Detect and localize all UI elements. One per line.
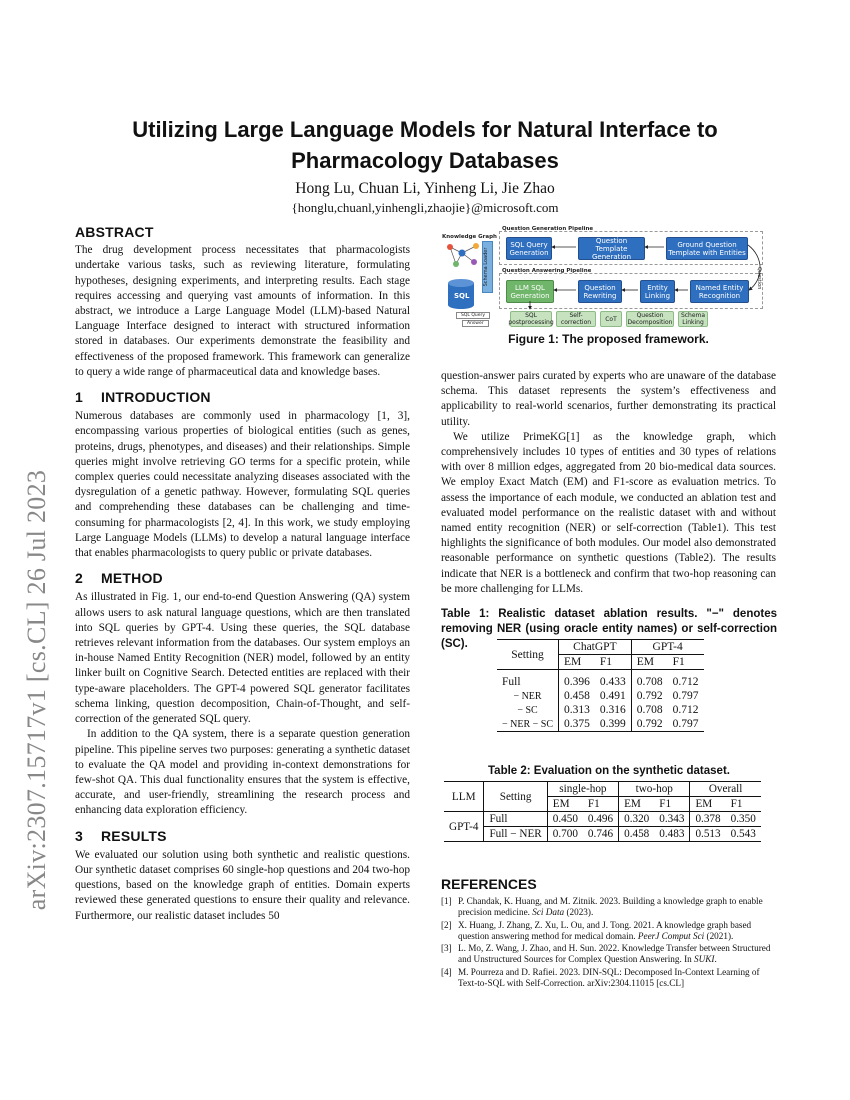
qg-pipeline-label: Question Generation Pipeline: [502, 226, 594, 232]
llm-sql-generation-box: LLM SQL Generation: [506, 280, 554, 303]
table1-setting: − SC: [497, 703, 559, 717]
section-title: INTRODUCTION: [101, 389, 211, 406]
table1-metric-header: EM: [564, 656, 582, 668]
table1-cell: 0.797: [672, 690, 699, 702]
table1-cell: 0.797: [672, 718, 699, 730]
table1-cell: 0.399: [595, 717, 631, 732]
reference-item: [441, 896, 777, 919]
table-row: [497, 703, 704, 717]
entity-linking-box: Entity Linking: [640, 280, 675, 303]
author-list: Hong Lu, Chuan Li, Yinheng Li, Jie Zhao: [295, 180, 555, 197]
references: [441, 876, 777, 990]
author-emails: {honglu,chuanl,yinhengli,zhaojie}@microsoft.com: [291, 200, 559, 215]
cot-box: CoT: [600, 311, 622, 327]
table2-cell: 0.343: [654, 812, 690, 827]
method-heading: [75, 571, 410, 586]
sql-query-tag: SQL Query: [456, 312, 490, 319]
table2-setting-header: Setting: [484, 782, 547, 812]
question-template-generation-box: Question Template Generation: [578, 237, 645, 260]
table2-group-header: Overall: [690, 782, 761, 797]
reference-text: P. Chandak, K. Huang, and M. Zitnik. 2023. Building a knowledge graph to enable precision medicine.: [458, 896, 763, 918]
schema-loader-label: Schema Loader: [483, 247, 489, 287]
qa-pipeline-label: Question Answering Pipeline: [502, 268, 592, 274]
table1-cell: 0.375: [564, 718, 590, 730]
section-title: RESULTS: [101, 827, 167, 844]
table2: [444, 781, 761, 842]
results-paragraph-1-cont: question-answer pairs curated by experts who are unaware of the database schema. This dataset represents the system’s effectiveness and applicability to real-world scenarios, further demonstrating its practical utility.: [441, 370, 777, 428]
table1-setting-header: Setting: [497, 640, 559, 670]
reference-tail: .: [714, 954, 717, 965]
table2-cell: 0.496: [583, 812, 619, 827]
framework-figure: [442, 227, 775, 330]
results-paragraph-1: We evaluated our solution using both synthetic and realistic questions. Our synthetic dataset comprises 60 single-hop questions and 204 two-hop questions, based on the knowledge graph of entities. Domain experts reviewed these generated questions to ensure their quality and relevance. Furthermore, our realistic dataset includes 50: [75, 848, 410, 922]
reference-body: [458, 943, 777, 966]
table2-cell: 0.700: [552, 828, 578, 840]
reference-text: L. Mo, Z. Wang, J. Zhao, and H. Sun. 2022. Knowledge Transfer between Structured and Unstructured Sources for Complex Question Answering. In: [458, 943, 771, 965]
table1-cell: 0.458: [564, 690, 590, 702]
abstract-heading: ABSTRACT: [75, 224, 154, 240]
table-row: [444, 827, 761, 842]
table2-setting: Full: [484, 812, 547, 827]
section-number: 1: [75, 389, 83, 406]
question-arrow-label: Question: [756, 267, 762, 290]
references-heading: REFERENCES: [441, 876, 537, 892]
table2-llm: GPT-4: [444, 812, 484, 842]
answer-tag: Answer: [462, 320, 489, 327]
schema-linking-box: Schema Linking: [678, 311, 708, 327]
results-heading: [75, 829, 410, 844]
table2-cell: 0.458: [624, 828, 650, 840]
section-number: 3: [75, 827, 83, 844]
reference-body: [458, 920, 777, 943]
table1-group-header: ChatGPT: [559, 640, 632, 655]
flow-arrows: [442, 227, 775, 330]
named-entity-recognition-box: Named Entity Recognition: [690, 280, 749, 303]
reference-item: [441, 967, 777, 990]
table2-llm-header: LLM: [444, 782, 484, 812]
reference-body: [458, 967, 777, 990]
paper-title: Utilizing Large Language Models for Natural Interface to Pharmacology Databases: [132, 117, 718, 173]
table2-grid: [444, 781, 761, 842]
method-paragraph-2: In addition to the QA system, there is a separate question generation pipeline. This pipeline serves two purposes: generating a synthetic dataset to evaluate the QA model and providing in-context demonstrations for few-shot QA. This dual functionality ensures that the system is effective, accurate, and user-friendly, streamlining the research process and enhancing data exploration efficiency.: [75, 728, 410, 817]
table1-grid: [497, 639, 704, 732]
sql-postprocessing-box: SQL postprocessing: [508, 312, 554, 326]
arxiv-stamp: [0, 0, 60, 1100]
table2-metric-header: EM: [552, 798, 570, 810]
table2-metric-header: F1: [654, 797, 690, 812]
table2-metric-header: F1: [583, 797, 619, 812]
table2-cell: 0.746: [583, 827, 619, 842]
table1-group-header: GPT-4: [631, 640, 703, 655]
table-row: [497, 717, 704, 732]
table-row: [497, 670, 704, 690]
reference-number: [1]: [441, 896, 452, 906]
table1-setting: − NER − SC: [497, 717, 559, 732]
table1-cell: 0.708: [636, 704, 663, 716]
table2-cell: 0.543: [730, 828, 756, 840]
reference-tail: (2023).: [566, 907, 594, 918]
table2-cell: 0.450: [552, 813, 578, 825]
table2-metric-header: F1: [730, 798, 743, 810]
reference-venue: SUKI: [694, 954, 715, 965]
table1-metric-header: F1: [595, 655, 631, 670]
table2-caption: Table 2: Evaluation on the synthetic dataset.: [488, 765, 730, 777]
reference-item: [441, 943, 777, 966]
table1-cell: 0.491: [595, 689, 631, 703]
intro-heading: [75, 390, 410, 405]
sql-db-label: SQL: [454, 292, 470, 300]
table1-cell: 0.708: [636, 676, 663, 688]
table2-cell: 0.513: [695, 828, 721, 840]
table1-setting: Full: [497, 670, 559, 690]
table2-group-header: single-hop: [547, 782, 618, 797]
table-row: [444, 812, 761, 827]
table2-metric-header: EM: [624, 798, 641, 810]
table2-setting: [484, 827, 547, 842]
table2-cell: 0.320: [624, 813, 650, 825]
reference-venue: Sci Data: [532, 907, 565, 918]
table1-cell: 0.712: [672, 704, 699, 716]
table-row: [497, 689, 704, 703]
section-title: METHOD: [101, 570, 163, 587]
table2-group-header: two-hop: [619, 782, 690, 797]
kg-label: Knowledge Graph: [442, 234, 497, 240]
ground-question-template-box: Ground Question Template with Entities: [666, 237, 748, 260]
reference-number: [4]: [441, 966, 452, 977]
reference-text: X. Huang, J. Zhang, Z. Xu, L. Ou, and J. Tong. 2021. A knowledge graph based question answering method for medical domain.: [458, 919, 752, 941]
reference-number: [3]: [441, 943, 452, 954]
table2-setting-text: Full − NER: [489, 828, 542, 840]
table2-metric-header: EM: [695, 798, 713, 810]
table1-setting: − NER: [497, 689, 559, 703]
arxiv-id-text: arXiv:2307.15717v1 [cs.CL] 26 Jul 2023: [22, 469, 51, 911]
self-correction-box: Self-correction: [556, 311, 596, 327]
table1-metric-header: EM: [636, 656, 655, 668]
table1-cell: 0.316: [595, 703, 631, 717]
table1-metric-header: F1: [672, 656, 685, 668]
table1-cell: 0.792: [636, 718, 663, 730]
intro-paragraph: Numerous databases are commonly used in pharmacology [1, 3], encompassing various properties of biological entities (such as genes, proteins, drugs, phenotypes, and diseases) and their relationships. Simple queries might involve retrieving GO terms for a specific protein, while complex queries could necessitate analyzing diseases associated with the dysregulation of a genetic pathway. However, formulating SQL queries and comprehending these databases can be challenging and time-consuming for pharmacologists [2, 4]. In this work, we study employing Large Language Models (LLMs) to develop a natural language interface that enables pharmacologists to query public or private databases.: [75, 410, 410, 560]
method-paragraph-1: As illustrated in Fig. 1, our end-to-end Question Answering (QA) system allows users to ask natural language questions, which are then translated into SQL queries by GPT-4. Using these queries, the SQL database retrieves relevant information from the databases. Our system employs an in-house Named Entity Recognition (NER) model, followed by an entity linker built on Cognitive Search. Detected entities are replaced with their type-aware placeholders. The GPT-4 powered SQL generator facilitates schema linking, question decomposition, Chain-of-Thought, and self-correction of the generated SQL query.: [75, 591, 410, 726]
reference-number: [2]: [441, 919, 452, 930]
table1-cell: 0.712: [672, 676, 699, 688]
reference-tail: (2021).: [706, 930, 734, 941]
left-column: [75, 225, 410, 924]
abstract-text: The drug development process necessitates that pharmacologists undertake various tasks, such as reviewing literature, formulating hypotheses, designing experiments, and interpreting results. Each stage requires accessing and querying vast amounts of information. In this abstract, we introduce a Large Language Model (LLM)-based Natural Language Interface designed to interact with structured information stored in databases. Our experiments demonstrate the feasibility and effectiveness of the proposed framework. This framework can generalize to query a wide range of pharmaceutical data and knowledge bases.: [75, 244, 410, 378]
reference-body: [458, 896, 777, 919]
table1-cell: 0.396: [564, 676, 590, 688]
table1: [497, 639, 704, 732]
right-column: [441, 369, 776, 597]
table2-cell: 0.378: [695, 813, 721, 825]
reference-item: [441, 920, 777, 943]
table1-cell: 0.313: [564, 704, 590, 716]
table2-cell: 0.483: [654, 827, 690, 842]
figure-caption: Figure 1: The proposed framework.: [508, 332, 709, 346]
question-decomposition-box: Question Decomposition: [627, 312, 673, 326]
results-paragraph-2: We utilize PrimeKG[1] as the knowledge graph, which comprehensively includes 10 types of entities and 30 types of relations with over 8 million edges, aggregated from 20 bio-medical data sources. We employ Exact Match (EM) and F1-score as evaluation metrics. To assess the importance of each module, we conducted an ablation test and evaluated model performance on the realistic dataset with and without named entity recognition (NER) or self-correction (Table1). This test highlights the significance of both modules. Our model also demonstrated reasonable performance on synthetic questions (Table2). The results indicate that NER is a bottleneck and confirm that two-hop reasoning can be more challenging for LLMs.: [441, 430, 776, 595]
reference-venue: PeerJ Comput Sci: [637, 930, 705, 941]
section-number: 2: [75, 570, 83, 587]
table2-cell: 0.350: [730, 813, 756, 825]
reference-text: M. Pourreza and D. Rafiei. 2023. DIN-SQL: Decomposed In-Context Learning of Text-to-SQL with Self-Correction. arXiv:2304.11015 [cs.CL]: [458, 966, 760, 989]
question-rewriting-box: Question Rewriting: [578, 280, 622, 303]
table1-cell: 0.433: [595, 670, 631, 690]
sql-query-generation-box: SQL Query Generation: [506, 237, 552, 260]
table1-cell: 0.792: [636, 690, 663, 702]
table1-caption: Table 1: Realistic dataset ablation results. "−" denotes removing NER (using oracle entity names) or self-correction (SC).: [441, 608, 777, 650]
